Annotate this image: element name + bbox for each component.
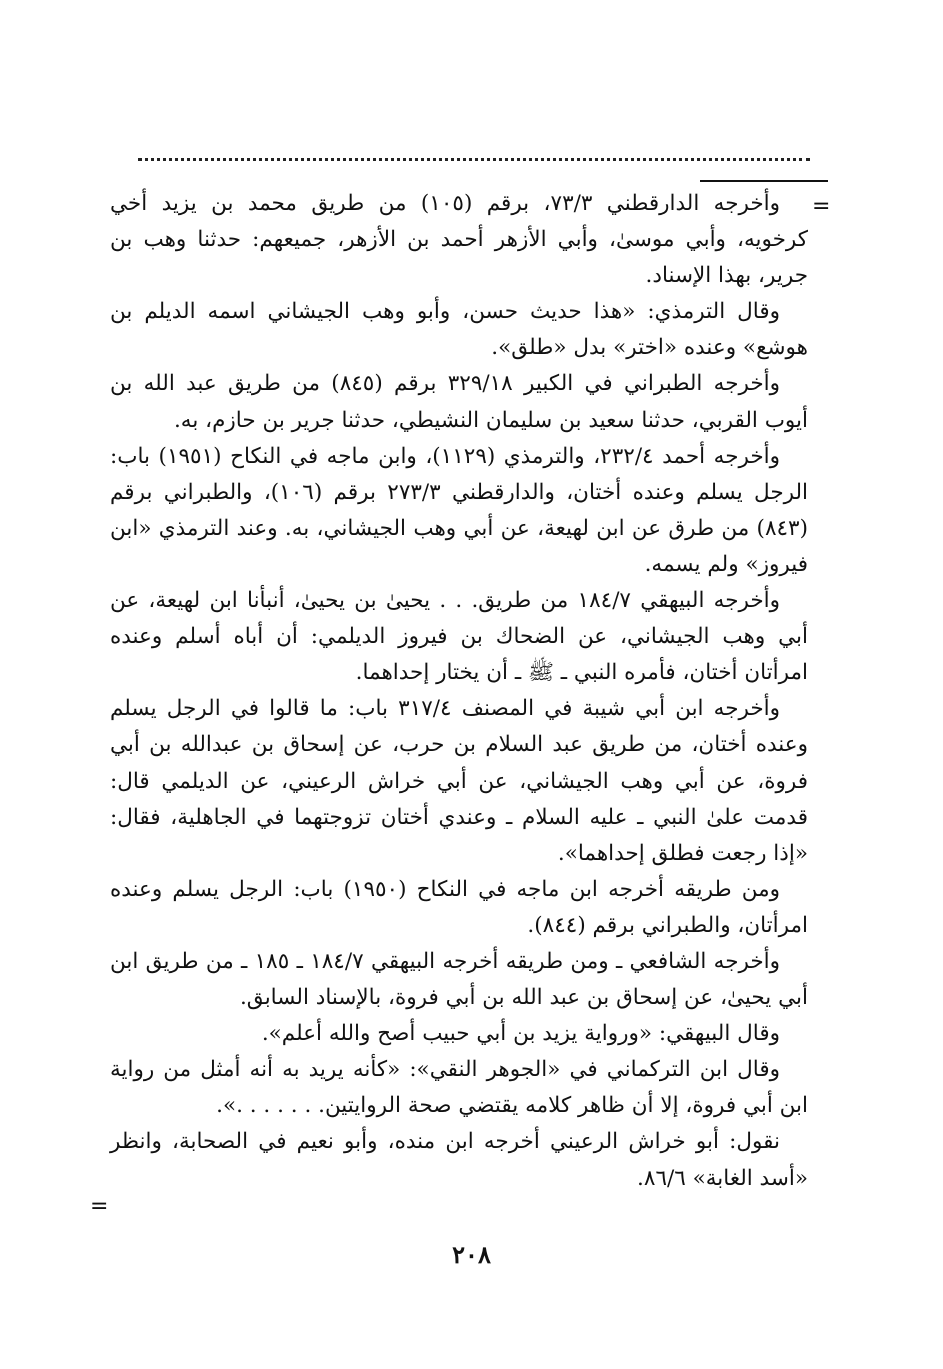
paragraph-2: وقال الترمذي: «هذا حديث حسن، وأبو وهب الجيشاني اسمه الديلم بن هوشع» وعنده «اختر» بدل «طلق». xyxy=(110,299,808,361)
paragraph-11: نقول: أبو خراش الرعيني أخرجه ابن منده، وأبو نعيم في الصحابة، وانظر «أسد الغابة» ٨٦/٦. xyxy=(110,1129,808,1191)
page-number: ٢٠٨ xyxy=(452,1240,491,1269)
paragraph-8: وأخرجه الشافعي ـ ومن طريقه أخرجه البيهقي ١٨٤/٧ ـ ١٨٥ ـ من طريق ابن أبي يحيىٰ، عن إسحاق بن عبد الله بن أبي فروة، بالإسناد السابق. xyxy=(110,948,808,1011)
paragraph-7: ومن طريقه أخرجه ابن ماجه في النكاح (١٩٥٠) باب: الرجل يسلم وعنده امرأتان، والطبراني برقم (٨٤٤). xyxy=(110,876,808,938)
paragraph-9: وقال البيهقي: «ورواية يزيد بن أبي حبيب أصح والله أعلم». xyxy=(261,1021,780,1047)
paragraph-10: وقال ابن التركماني في «الجوهر النقي»: «كأنه يريد به أنه أمثل من رواية ابن أبي فروة، إلا أن ظاهر كلامه يقتضي صحة الروايتين. . . . . . .». xyxy=(110,1057,808,1119)
paragraph-4: وأخرجه أحمد ٢٣٢/٤، والترمذي (١١٢٩)، وابن ماجه في النكاح (١٩٥١) باب: الرجل يسلم وعنده أختان، والدارقطني ٢٧٣/٣ برقم (١٠٦)، والطبراني برقم (٨٤٣) من طرق عن ابن لهيعة، عن أبي وهب الجيشاني، به. وعند الترمذي «ابن فيروز» ولم يسمه. xyxy=(110,443,808,577)
footnote-separator-dots xyxy=(138,158,810,161)
paragraph-5: وأخرجه البيهقي ١٨٤/٧ من طريق. . . يحيىٰ بن يحيىٰ، أنبأنا ابن لهيعة، عن أبي وهب الجيشاني، عن الضحاك بن فيروز الديلمي: أن أباه أسلم وعنده امرأتان أختان، فأمره النبي ـ ﷺ ـ أن يختار إحداهما. xyxy=(110,588,808,686)
continuation-mark-bottom: = xyxy=(90,1194,109,1219)
paragraph-3: وأخرجه الطبراني في الكبير ٣٢٩/١٨ برقم (٨٤٥) من طريق عبد الله بن أيوب القربي، حدثنا سعيد بن سليمان النشيطي، حدثنا جرير بن حازم، به. xyxy=(110,371,808,433)
paragraph-6: وأخرجه ابن أبي شيبة في المصنف ٣١٧/٤ باب: ما قالوا في الرجل يسلم وعنده أختان، من طريق عبد السلام بن حرب، عن إسحاق بن عبدالله بن أبي فروة، عن أبي وهب الجيشاني، عن أبي خراش الرعيني، عن الديلمي قال: قدمت علىٰ النبي ـ عليه السلام ـ وعندي أختان تزوجتهما في الجاهلية، فقال: «إذا رجعت فطلق إحداهما». xyxy=(110,696,808,866)
footnote-rule xyxy=(700,180,828,182)
paragraph-1: وأخرجه الدارقطني ٧٣/٣، برقم (١٠٥) من طريق محمد بن يزيد أخي كرخويه، وأبي موسىٰ، وأبي الأزهر أحمد بن الأزهر، جميعهم: حدثنا وهب بن جرير، بهذا الإسناد. xyxy=(110,191,808,289)
footnote-body xyxy=(110,186,808,1197)
continuation-mark-top: = xyxy=(812,194,831,219)
